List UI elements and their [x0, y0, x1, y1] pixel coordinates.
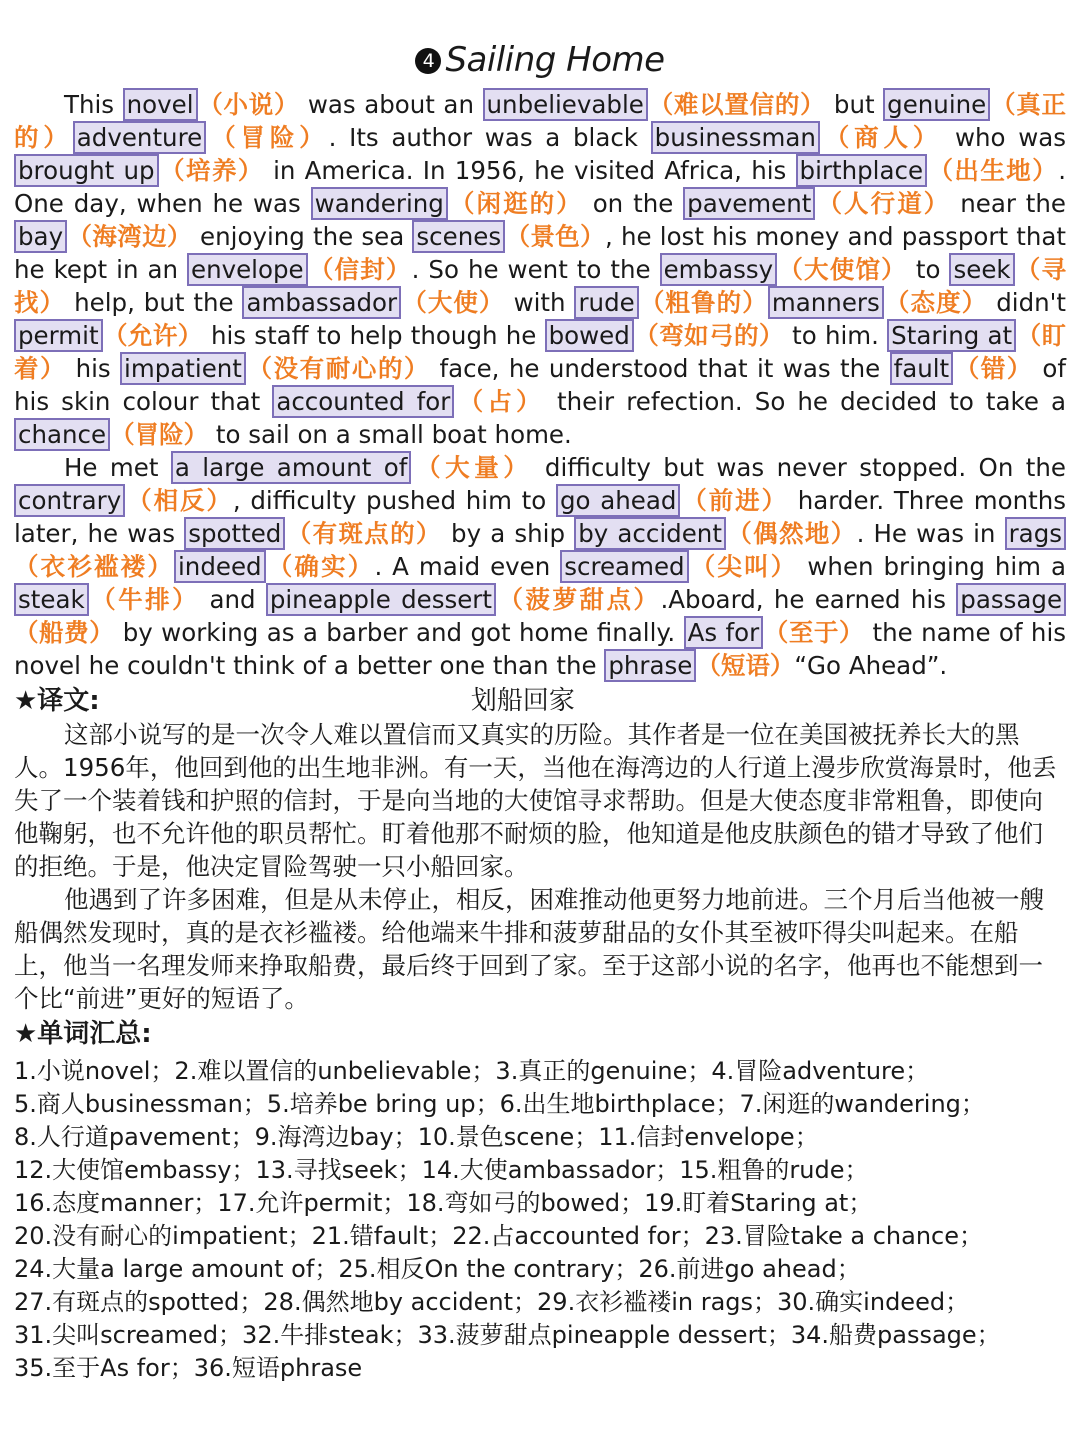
vocab-highlight: brought up — [14, 154, 159, 187]
chinese-gloss: （真正的） — [14, 90, 1067, 152]
translation-title: 划船回家 — [470, 686, 575, 716]
story-text: .Aboard, he earned his — [660, 585, 957, 614]
vocab-highlight: by accident — [574, 517, 726, 550]
translation-paragraph: 他遇到了许多困难，但是从未停止，相反，困难推动他更努力地前进。三个月后当他被一艘船偶然发现时，真的是衣衫褴褛。给他端来牛排和菠萝甜品的女仆其至被吓得尖叫起来。在船上，他当一名理发师来挣取船费，最后终于回到了家。至于这部小说的名字，他再也不能想到一个比“前进”更好的短语了。 — [14, 885, 1044, 1013]
vocab-highlight: bay — [14, 220, 67, 253]
story-text: the name of his novel he couldn't think of a better one than the — [14, 618, 1067, 680]
vocab-highlight: rags — [1005, 517, 1066, 550]
story-text: by a ship — [441, 519, 575, 548]
vocab-highlight: bowed — [545, 319, 634, 352]
chinese-gloss: （错） — [953, 354, 1034, 383]
vocab-highlight: spotted — [184, 517, 285, 550]
chinese-gloss: （态度） — [883, 288, 988, 317]
vocab-highlight: unbelievable — [483, 88, 648, 121]
story-text: . Its author was a black — [328, 123, 651, 152]
chinese-gloss: （偶然地） — [725, 519, 857, 548]
chinese-gloss: （粗鲁的） — [638, 288, 768, 317]
vocab-highlight: wandering — [311, 187, 448, 220]
vocab-highlight: adventure — [73, 121, 206, 154]
chinese-gloss: （大量） — [411, 453, 533, 482]
vocab-highlight: embassy — [660, 253, 778, 286]
vocab-line: 35.至于As for；36.短语phrase — [14, 1354, 363, 1382]
translation-body — [14, 718, 1066, 1015]
story-paragraph-2 — [14, 451, 1066, 682]
vocab-list — [14, 1055, 1066, 1385]
story-body — [14, 88, 1066, 682]
translation-heading: ★译文: — [14, 686, 100, 716]
vocab-highlight: impatient — [120, 352, 246, 385]
chinese-gloss: （前进） — [680, 486, 788, 515]
story-text: his staff to help though he — [202, 321, 545, 350]
vocab-highlight: phrase — [604, 649, 696, 682]
story-text: near the — [950, 189, 1067, 218]
story-text: , he lost his money and passport that he kept in an — [14, 222, 1067, 284]
story-title-text: Sailing Home — [445, 40, 665, 80]
chinese-gloss: （难以置信的） — [647, 90, 826, 119]
chinese-gloss: （船费） — [14, 618, 115, 647]
vocab-highlight: As for — [684, 616, 764, 649]
vocab-highlight: a large amount of — [171, 451, 412, 484]
story-paragraph-1 — [14, 88, 1066, 451]
chinese-gloss: （至于） — [763, 618, 865, 647]
story-text: help, but the — [65, 288, 243, 317]
translation-heading-row — [14, 684, 1066, 718]
chinese-gloss: （冒险） — [110, 420, 209, 449]
vocab-line: 24.大量a large amount of；25.相反On the contrary；26.前进go ahead； — [14, 1255, 861, 1283]
story-text: He met — [64, 453, 171, 482]
chinese-gloss: （菠萝甜点） — [495, 585, 661, 614]
vocab-highlight: contrary — [14, 484, 125, 517]
vocab-highlight: screamed — [560, 550, 688, 583]
vocab-highlight: birthplace — [796, 154, 927, 187]
chinese-gloss: （确实） — [265, 552, 375, 581]
story-text: his — [66, 354, 121, 383]
chinese-gloss: （短语） — [696, 651, 795, 680]
vocab-highlight: businessman — [651, 121, 820, 154]
chinese-gloss: （小说） — [197, 90, 300, 119]
story-title — [14, 38, 1066, 82]
story-text: “Go Ahead”. — [794, 651, 948, 680]
vocab-highlight: go ahead — [556, 484, 680, 517]
vocab-highlight: manners — [768, 286, 884, 319]
story-text: by working as a barber and got home finally. — [114, 618, 684, 647]
story-text: . He was in — [856, 519, 1005, 548]
chinese-gloss: （允许） — [102, 321, 203, 350]
story-text: to — [906, 255, 950, 284]
vocab-highlight: accounted for — [272, 385, 454, 418]
vocab-highlight: novel — [123, 88, 198, 121]
story-text: to sail on a small boat home. — [208, 420, 572, 449]
chinese-gloss: （商人） — [819, 123, 943, 152]
story-text: but — [825, 90, 884, 119]
chinese-gloss: （冒险） — [206, 123, 329, 152]
vocab-heading-row — [14, 1017, 1066, 1051]
story-text: in America. In 1956, he visited Africa, his — [263, 156, 796, 185]
chinese-gloss: （牛排） — [88, 585, 200, 614]
story-text: harder. Three months later, he was — [14, 486, 1067, 548]
story-text: their refection. So he decided to take a — [544, 387, 1066, 416]
vocab-highlight: passage — [956, 583, 1066, 616]
chinese-gloss: （出生地） — [927, 156, 1059, 185]
story-text: on the — [582, 189, 684, 218]
chinese-gloss: （衣衫褴褛） — [14, 552, 174, 581]
story-text: who was — [942, 123, 1067, 152]
story-text: to him. — [783, 321, 888, 350]
chinese-gloss: （海湾边） — [67, 222, 192, 251]
chinese-gloss: （尖叫） — [688, 552, 798, 581]
translation-paragraph: 这部小说写的是一次令人难以置信而又真实的历险。其作者是一位在美国被抚养长大的黑人。1956年，他回到他的出生地非洲。有一天，当他在海湾边的人行道上漫步欣赏海景时，他丢失了一个装着钱和护照的信封，于是向当地的大使馆寻求帮助。但是大使态度非常粗鲁，即使向他鞠躬，也不允许他的职员帮忙。盯着他那不耐烦的脸，他知道是他皮肤颜色的错才导致了他们的拒绝。于是，他决定冒险驾驶一只小船回家。 — [14, 720, 1057, 881]
vocab-highlight: permit — [14, 319, 103, 352]
vocab-highlight: pineapple dessert — [266, 583, 496, 616]
chinese-gloss: （培养） — [158, 156, 264, 185]
chinese-gloss: （相反） — [125, 486, 233, 515]
chinese-gloss: （有斑点的） — [285, 519, 442, 548]
chinese-gloss: （闲逛的） — [447, 189, 583, 218]
vocab-line: 27.有斑点的spotted；28.偶然地by accident；29.衣衫褴褛in rags；30.确实indeed； — [14, 1288, 970, 1316]
vocab-highlight: pavement — [683, 187, 815, 220]
vocab-highlight: indeed — [174, 550, 266, 583]
vocab-highlight: chance — [14, 418, 110, 451]
story-text: and — [199, 585, 266, 614]
vocab-highlight: seek — [949, 253, 1014, 286]
story-text: was about an — [299, 90, 483, 119]
vocab-highlight: steak — [14, 583, 89, 616]
story-text: when bringing him a — [797, 552, 1067, 581]
vocab-line: 12.大使馆embassy；13.寻找seek；14.大使ambassador；15.粗鲁的rude； — [14, 1156, 869, 1184]
story-text: enjoying the sea — [191, 222, 413, 251]
vocab-highlight: Staring at — [887, 319, 1016, 352]
vocab-highlight: fault — [890, 352, 954, 385]
story-text: . One day, when he was — [14, 156, 1066, 218]
story-text: . So he went to the — [411, 255, 660, 284]
chinese-gloss: （没有耐心的） — [245, 354, 431, 383]
chinese-gloss: （盯着） — [14, 321, 1067, 383]
vocab-highlight: rude — [574, 286, 638, 319]
chinese-gloss: （弯如弓的） — [633, 321, 784, 350]
chinese-gloss: （寻找） — [14, 255, 1067, 317]
vocab-highlight: ambassador — [242, 286, 401, 319]
chinese-gloss: （占） — [454, 387, 545, 416]
vocab-line: 16.态度manner；17.允许permit；18.弯如弓的bowed；19.盯着Staring at； — [14, 1189, 873, 1217]
story-text: , difficulty pushed him to — [232, 486, 556, 515]
vocab-line: 31.尖叫screamed；32.牛排steak；33.菠萝甜点pineapple dessert；34.船费passage； — [14, 1321, 1001, 1349]
chinese-gloss: （人行道） — [815, 189, 951, 218]
vocab-highlight: scenes — [412, 220, 505, 253]
chinese-gloss: （景色） — [505, 222, 606, 251]
chinese-gloss: （大使） — [401, 288, 505, 317]
vocab-line: 5.商人businessman；5.培养be bring up；6.出生地birthplace；7.闲逛的wandering； — [14, 1090, 985, 1118]
story-text: with — [504, 288, 575, 317]
vocab-highlight: genuine — [883, 88, 990, 121]
story-text: . A maid even — [374, 552, 561, 581]
chinese-gloss: （大使馆） — [777, 255, 907, 284]
story-text: of his skin colour that — [14, 354, 1067, 416]
vocab-heading: ★单词汇总: — [14, 1019, 152, 1049]
vocab-line: 1.小说novel；2.难以置信的unbelievable；3.真正的genuine；4.冒险adventure； — [14, 1057, 930, 1085]
story-text: This — [64, 90, 123, 119]
chinese-gloss: （信封） — [307, 255, 412, 284]
title-number-badge: 4 — [415, 48, 441, 74]
story-text: didn't — [987, 288, 1067, 317]
story-text: difficulty but was never stopped. On the — [532, 453, 1066, 482]
vocab-line: 8.人行道pavement；9.海湾边bay；10.景色scene；11.信封envelope； — [14, 1123, 819, 1151]
story-text: face, he understood that it was the — [430, 354, 890, 383]
vocab-line: 20.没有耐心的impatient；21.错fault；22.占accounted for；23.冒险take a chance； — [14, 1222, 983, 1250]
vocab-highlight: envelope — [187, 253, 308, 286]
